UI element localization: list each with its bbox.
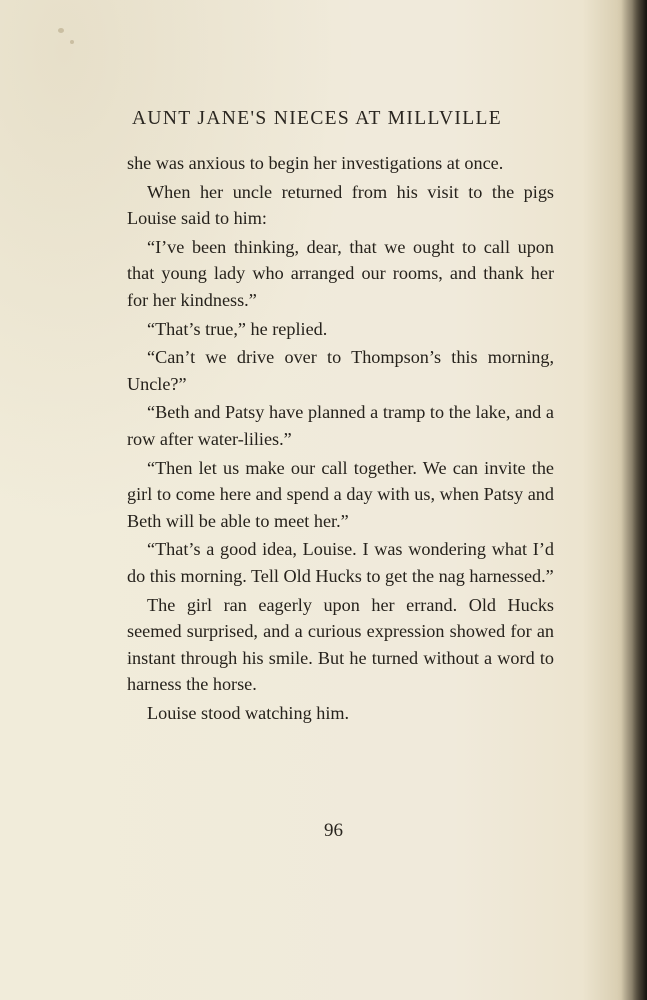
paper-speck (70, 40, 74, 44)
paragraph: “Beth and Patsy have planned a tramp to the lake, and a row after water-lilies.” (127, 402, 554, 449)
paragraph: she was anxious to begin her investigations at once. (127, 153, 504, 173)
paragraph: Louise stood watching him. (147, 702, 350, 723)
paragraph: When her uncle returned from his visit to the pigs Louise said to him: (127, 181, 554, 229)
paper-speck (58, 28, 64, 33)
body-text (127, 150, 554, 728)
paragraph: “I’ve been thinking, dear, that we ought to call upon that young lady who arranged our rooms, and thank her for her kindness.” (127, 236, 554, 310)
running-head: AUNT JANE'S NIECES AT MILLVILLE (132, 108, 503, 129)
paragraph: “Then let us make our call together. We can invite the girl to come here and spend a day with us, when Patsy and Beth will be able to meet her.” (127, 457, 554, 531)
spine-shadow (617, 0, 647, 1000)
paragraph: The girl ran eagerly upon her errand. Old Hucks seemed surprised, and a curious expression showed for an instant through his smile. But he turned without a word to harness the horse. (127, 594, 554, 695)
paragraph: “That’s a good idea, Louise. I was wondering what I’d do this morning. Tell Old Hucks to get the nag harnessed.” (127, 539, 554, 586)
page-number: 96 (324, 820, 343, 841)
paragraph: “That’s true,” he replied. (147, 318, 328, 339)
paragraph: “Can’t we drive over to Thompson’s this morning, Uncle?” (127, 347, 554, 394)
